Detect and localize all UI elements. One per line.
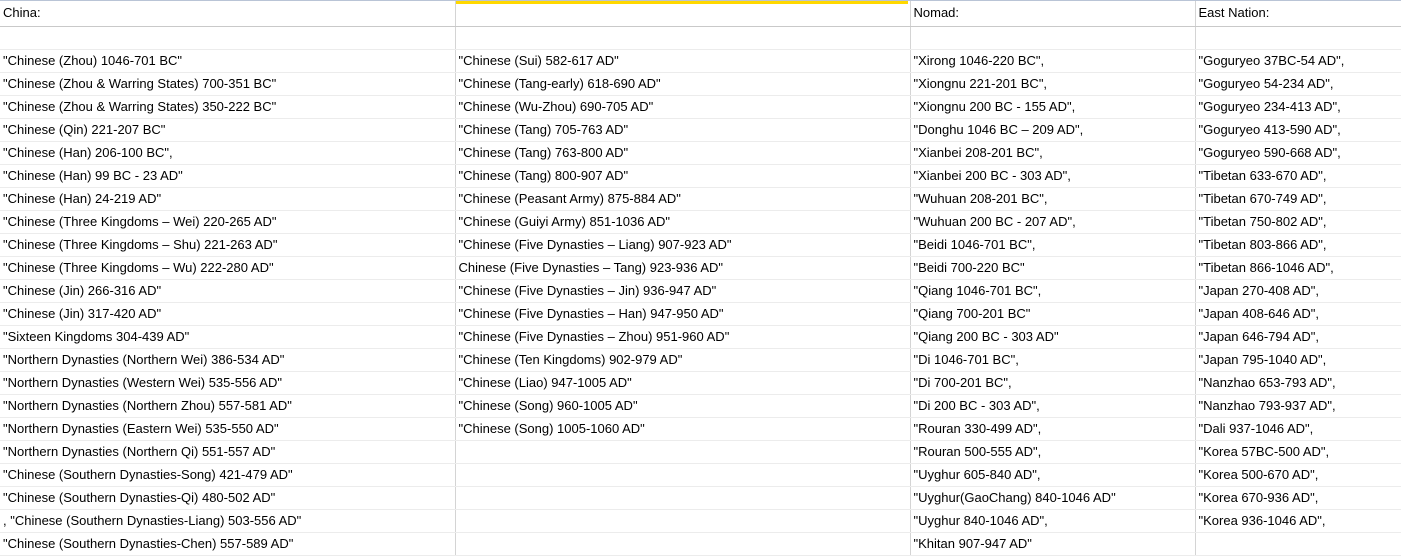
cell-nomad[interactable]: "Khitan 907-947 AD"	[910, 533, 1195, 556]
table-row	[0, 27, 1401, 50]
cell-china[interactable]: "Chinese (Zhou & Warring States) 700-351 BC"	[0, 73, 455, 96]
cell-china-2[interactable]: "Chinese (Five Dynasties – Zhou) 951-960 AD"	[455, 326, 910, 349]
cell-china[interactable]: "Sixteen Kingdoms 304-439 AD"	[0, 326, 455, 349]
cell-nomad[interactable]: "Rouran 500-555 AD",	[910, 441, 1195, 464]
cell-china[interactable]: "Chinese (Han) 206-100 BC",	[0, 142, 455, 165]
cell-nomad[interactable]: "Di 200 BC - 303 AD",	[910, 395, 1195, 418]
cell-china[interactable]: "Chinese (Zhou & Warring States) 350-222 BC"	[0, 96, 455, 119]
cell-china-2[interactable]: "Chinese (Five Dynasties – Han) 947-950 AD"	[455, 303, 910, 326]
cell-nomad[interactable]: "Rouran 330-499 AD",	[910, 418, 1195, 441]
table-row	[0, 349, 1401, 372]
cell-china[interactable]: "Chinese (Zhou) 1046-701 BC"	[0, 50, 455, 73]
table-row	[0, 487, 1401, 510]
cell-east-nation[interactable]: "Tibetan 866-1046 AD",	[1195, 257, 1401, 280]
table-row	[0, 188, 1401, 211]
cell-china-2[interactable]: "Chinese (Ten Kingdoms) 902-979 AD"	[455, 349, 910, 372]
table-row	[0, 50, 1401, 73]
cell-china-2[interactable]	[455, 487, 910, 510]
cell-china-2[interactable]: "Chinese (Peasant Army) 875-884 AD"	[455, 188, 910, 211]
cell-east-nation[interactable]: "Korea 57BC-500 AD",	[1195, 441, 1401, 464]
cell-east-nation[interactable]: "Japan 270-408 AD",	[1195, 280, 1401, 303]
cell-china-2[interactable]: "Chinese (Tang) 763-800 AD"	[455, 142, 910, 165]
cell-nomad[interactable]: "Wuhuan 208-201 BC",	[910, 188, 1195, 211]
table-row	[0, 119, 1401, 142]
table-row	[0, 280, 1401, 303]
cell-nomad[interactable]: "Uyghur 605-840 AD",	[910, 464, 1195, 487]
table-row	[0, 395, 1401, 418]
cell-china[interactable]: "Chinese (Three Kingdoms – Shu) 221-263 AD"	[0, 234, 455, 257]
cell-east-nation[interactable]	[1195, 27, 1401, 50]
cell-nomad[interactable]: "Qiang 200 BC - 303 AD"	[910, 326, 1195, 349]
cell-east-nation[interactable]: "Goguryeo 590-668 AD",	[1195, 142, 1401, 165]
table-row	[0, 96, 1401, 119]
cell-china-2[interactable]: "Chinese (Wu-Zhou) 690-705 AD"	[455, 96, 910, 119]
cell-china-2[interactable]: "Chinese (Five Dynasties – Jin) 936-947 AD"	[455, 280, 910, 303]
cell-china-2[interactable]	[455, 27, 910, 50]
table-row	[0, 533, 1401, 556]
cell-china[interactable]: "Northern Dynasties (Eastern Wei) 535-550 AD"	[0, 418, 455, 441]
cell-china-2[interactable]: "Chinese (Tang-early) 618-690 AD"	[455, 73, 910, 96]
cell-china[interactable]: "Chinese (Southern Dynasties-Qi) 480-502 AD"	[0, 487, 455, 510]
cell-nomad[interactable]: "Xiongnu 200 BC - 155 AD",	[910, 96, 1195, 119]
cell-nomad[interactable]: "Di 1046-701 BC",	[910, 349, 1195, 372]
cell-east-nation[interactable]: "Tibetan 633-670 AD",	[1195, 165, 1401, 188]
cell-nomad[interactable]: "Uyghur(GaoChang) 840-1046 AD"	[910, 487, 1195, 510]
cell-china[interactable]: "Chinese (Jin) 317-420 AD"	[0, 303, 455, 326]
table-row	[0, 372, 1401, 395]
cell-nomad[interactable]: "Di 700-201 BC",	[910, 372, 1195, 395]
cell-china-2[interactable]	[455, 533, 910, 556]
cell-china-2[interactable]	[455, 441, 910, 464]
cell-china[interactable]: "Chinese (Three Kingdoms – Wei) 220-265 AD"	[0, 211, 455, 234]
table-row	[0, 303, 1401, 326]
cell-nomad[interactable]	[910, 27, 1195, 50]
cell-china[interactable]: "Chinese (Three Kingdoms – Wu) 222-280 AD"	[0, 257, 455, 280]
cell-east-nation[interactable]: "Dali 937-1046 AD",	[1195, 418, 1401, 441]
cell-nomad[interactable]: "Xirong 1046-220 BC",	[910, 50, 1195, 73]
cell-china[interactable]: "Chinese (Jin) 266-316 AD"	[0, 280, 455, 303]
cell-east-nation[interactable]: "Goguryeo 54-234 AD",	[1195, 73, 1401, 96]
table-row	[0, 326, 1401, 349]
column-header-china[interactable]: China:	[0, 0, 455, 27]
cell-east-nation[interactable]: "Japan 795-1040 AD",	[1195, 349, 1401, 372]
cell-china-2[interactable]	[455, 464, 910, 487]
cell-east-nation[interactable]: "Goguryeo 234-413 AD",	[1195, 96, 1401, 119]
cell-china[interactable]: "Northern Dynasties (Northern Zhou) 557-581 AD"	[0, 395, 455, 418]
table-row	[0, 73, 1401, 96]
cell-china[interactable]	[0, 27, 455, 50]
cell-east-nation[interactable]: "Tibetan 670-749 AD",	[1195, 188, 1401, 211]
cell-china[interactable]: "Chinese (Han) 24-219 AD"	[0, 188, 455, 211]
table-row	[0, 257, 1401, 280]
cell-china-2[interactable]: "Chinese (Liao) 947-1005 AD"	[455, 372, 910, 395]
cell-china[interactable]: "Northern Dynasties (Western Wei) 535-556 AD"	[0, 372, 455, 395]
cell-china-2[interactable]: Chinese (Five Dynasties – Tang) 923-936 AD"	[455, 257, 910, 280]
cell-east-nation[interactable]: "Korea 936-1046 AD",	[1195, 510, 1401, 533]
cell-nomad[interactable]: "Beidi 1046-701 BC",	[910, 234, 1195, 257]
cell-east-nation[interactable]: "Korea 670-936 AD",	[1195, 487, 1401, 510]
cell-china[interactable]: "Chinese (Southern Dynasties-Chen) 557-589 AD"	[0, 533, 455, 556]
cell-east-nation[interactable]: "Japan 646-794 AD",	[1195, 326, 1401, 349]
table-row	[0, 464, 1401, 487]
cell-east-nation[interactable]: "Nanzhao 793-937 AD",	[1195, 395, 1401, 418]
cell-china[interactable]: "Northern Dynasties (Northern Qi) 551-557 AD"	[0, 441, 455, 464]
cell-china[interactable]: "Chinese (Southern Dynasties-Song) 421-479 AD"	[0, 464, 455, 487]
table-row	[0, 441, 1401, 464]
column-header-nomad[interactable]: Nomad:	[910, 0, 1195, 27]
cell-east-nation[interactable]: "Japan 408-646 AD",	[1195, 303, 1401, 326]
cell-china-2[interactable]: "Chinese (Song) 1005-1060 AD"	[455, 418, 910, 441]
cell-nomad[interactable]: "Donghu 1046 BC – 209 AD",	[910, 119, 1195, 142]
cell-east-nation[interactable]: "Tibetan 803-866 AD",	[1195, 234, 1401, 257]
cell-china-2[interactable]: "Chinese (Sui) 582-617 AD"	[455, 50, 910, 73]
cell-nomad[interactable]: "Beidi 700-220 BC"	[910, 257, 1195, 280]
cell-china-2[interactable]: "Chinese (Tang) 800-907 AD"	[455, 165, 910, 188]
cell-nomad[interactable]: "Qiang 700-201 BC"	[910, 303, 1195, 326]
column-highlight-rule	[456, 1, 908, 4]
table-row	[0, 510, 1401, 533]
cell-china-2[interactable]: "Chinese (Song) 960-1005 AD"	[455, 395, 910, 418]
table-row	[0, 142, 1401, 165]
cell-east-nation[interactable]: "Nanzhao 653-793 AD",	[1195, 372, 1401, 395]
cell-nomad[interactable]: "Uyghur 840-1046 AD",	[910, 510, 1195, 533]
cell-china[interactable]: "Northern Dynasties (Northern Wei) 386-534 AD"	[0, 349, 455, 372]
cell-nomad[interactable]: "Xianbei 208-201 BC",	[910, 142, 1195, 165]
cell-nomad[interactable]: "Xianbei 200 BC - 303 AD",	[910, 165, 1195, 188]
cell-nomad[interactable]: "Xiongnu 221-201 BC",	[910, 73, 1195, 96]
table-row	[0, 234, 1401, 257]
cell-east-nation[interactable]: "Goguryeo 37BC-54 AD",	[1195, 50, 1401, 73]
cell-china[interactable]: "Chinese (Han) 99 BC - 23 AD"	[0, 165, 455, 188]
cell-east-nation[interactable]: "Korea 500-670 AD",	[1195, 464, 1401, 487]
cell-china-2[interactable]: "Chinese (Tang) 705-763 AD"	[455, 119, 910, 142]
cell-east-nation[interactable]: "Goguryeo 413-590 AD",	[1195, 119, 1401, 142]
cell-east-nation[interactable]: "Tibetan 750-802 AD",	[1195, 211, 1401, 234]
cell-china-2[interactable]	[455, 510, 910, 533]
cell-nomad[interactable]: "Qiang 1046-701 BC",	[910, 280, 1195, 303]
cell-east-nation[interactable]	[1195, 533, 1401, 556]
cell-china-2[interactable]: "Chinese (Five Dynasties – Liang) 907-923 AD"	[455, 234, 910, 257]
column-header-east-nation[interactable]: East Nation:	[1195, 0, 1401, 27]
table-row	[0, 418, 1401, 441]
table-row	[0, 165, 1401, 188]
cell-china[interactable]: , "Chinese (Southern Dynasties-Liang) 503-556 AD"	[0, 510, 455, 533]
cell-nomad[interactable]: "Wuhuan 200 BC - 207 AD",	[910, 211, 1195, 234]
table-row	[0, 211, 1401, 234]
cell-china-2[interactable]: "Chinese (Guiyi Army) 851-1036 AD"	[455, 211, 910, 234]
cell-china[interactable]: "Chinese (Qin) 221-207 BC"	[0, 119, 455, 142]
